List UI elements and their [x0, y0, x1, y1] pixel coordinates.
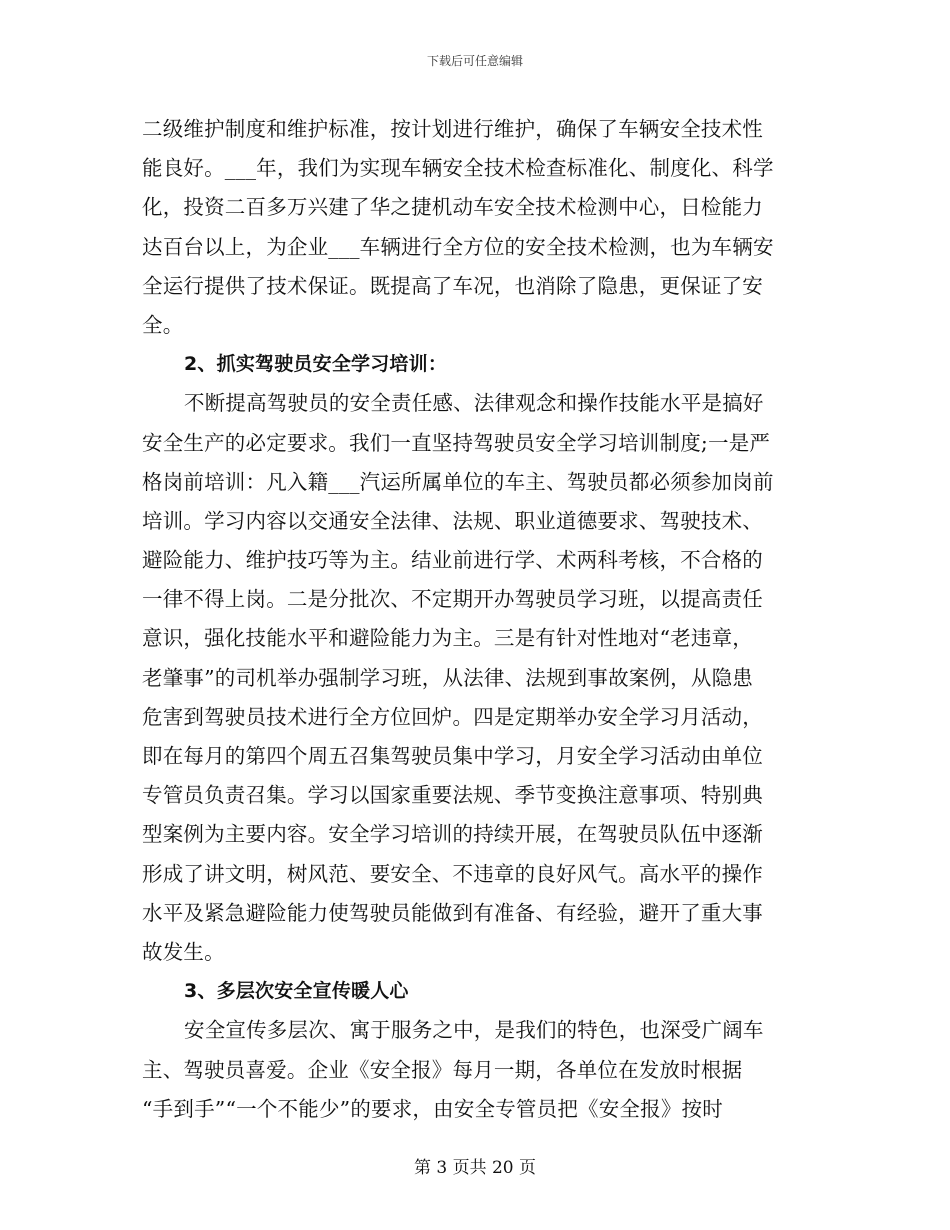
paragraph-line: “手到手”“一个不能少”的要求，由安全专管员把《安全报》按时	[142, 1096, 723, 1121]
paragraph-line: 二级维护制度和维护标准，按计划进行维护，确保了车辆安全技术性	[142, 117, 763, 141]
paragraph-line: 主、驾驶员喜爱。企业《安全报》每月一期，各单位在发放时根据	[142, 1057, 743, 1082]
paragraph-line: 达百台以上，为企业___车辆进行全方位的安全技术检测，也为车辆安	[142, 234, 774, 259]
paragraph-line: 不断提高驾驶员的安全责任感、法律观念和操作技能水平是搞好	[184, 391, 764, 416]
paragraph-line: 一律不得上岗。二是分批次、不定期开办驾驶员学习班，以提高责任	[142, 587, 763, 612]
paragraph-line: 安全生产的必定要求。我们一直坚持驾驶员安全学习培训制度;一是严	[142, 430, 771, 455]
paragraph-line: 格岗前培训：凡入籍___汽运所属单位的车主、驾驶员都必须参加岗前	[142, 469, 774, 494]
paragraph-line: 危害到驾驶员技术进行全方位回炉。四是定期举办安全学习月活动，	[142, 704, 763, 729]
paragraph-line: 即在每月的第四个周五召集驾驶员集中学习，月安全学习活动由单位	[142, 744, 763, 768]
page-header-note: 下载后可任意编辑	[426, 54, 523, 68]
paragraph-line: 避险能力、维护技巧等为主。结业前进行学、术两科考核，不合格的	[142, 548, 763, 573]
paragraph-line: 全。	[142, 312, 184, 337]
document-body	[142, 110, 807, 1129]
section-heading: 2、抓实驾驶员安全学习培训：	[184, 353, 448, 376]
paragraph-line: 型案例为主要内容。安全学习培训的持续开展，在驾驶员队伍中逐渐	[142, 822, 763, 847]
paragraph-line: 全运行提供了技术保证。既提高了车况，也消除了隐患，更保证了安	[142, 273, 763, 298]
paragraph-line: 形成了讲文明，树风范、要安全、不违章的良好风气。高水平的操作	[142, 861, 763, 886]
paragraph-line: 意识，强化技能水平和避险能力为主。三是有针对性地对“老违章，	[142, 626, 753, 651]
paragraph-line: 老肇事”的司机举办强制学习班，从法律、法规到事故案例，从隐患	[142, 665, 753, 690]
paragraph-line: 安全宣传多层次、寓于服务之中，是我们的特色，也深受广阔车	[184, 1018, 764, 1043]
section-heading: 3、多层次安全宣传暖人心	[184, 980, 409, 1003]
paragraph-line: 培训。学习内容以交通安全法律、法规、职业道德要求、驾驶技术、	[142, 508, 763, 533]
paragraph-line: 故发生。	[142, 939, 225, 964]
paragraph-line: 化，投资二百多万兴建了华之捷机动车安全技术检测中心，日检能力	[142, 195, 763, 220]
paragraph-line: 专管员负责召集。学习以国家重要法规、季节变换注意事项、特别典	[142, 783, 763, 808]
page-number-footer: 第 3 页共 20 页	[413, 1158, 537, 1178]
paragraph-line: 水平及紧急避险能力使驾驶员能做到有准备、有经验，避开了重大事	[142, 900, 763, 925]
paragraph-line: 能良好。___年，我们为实现车辆安全技术检查标准化、制度化、科学	[142, 156, 774, 181]
